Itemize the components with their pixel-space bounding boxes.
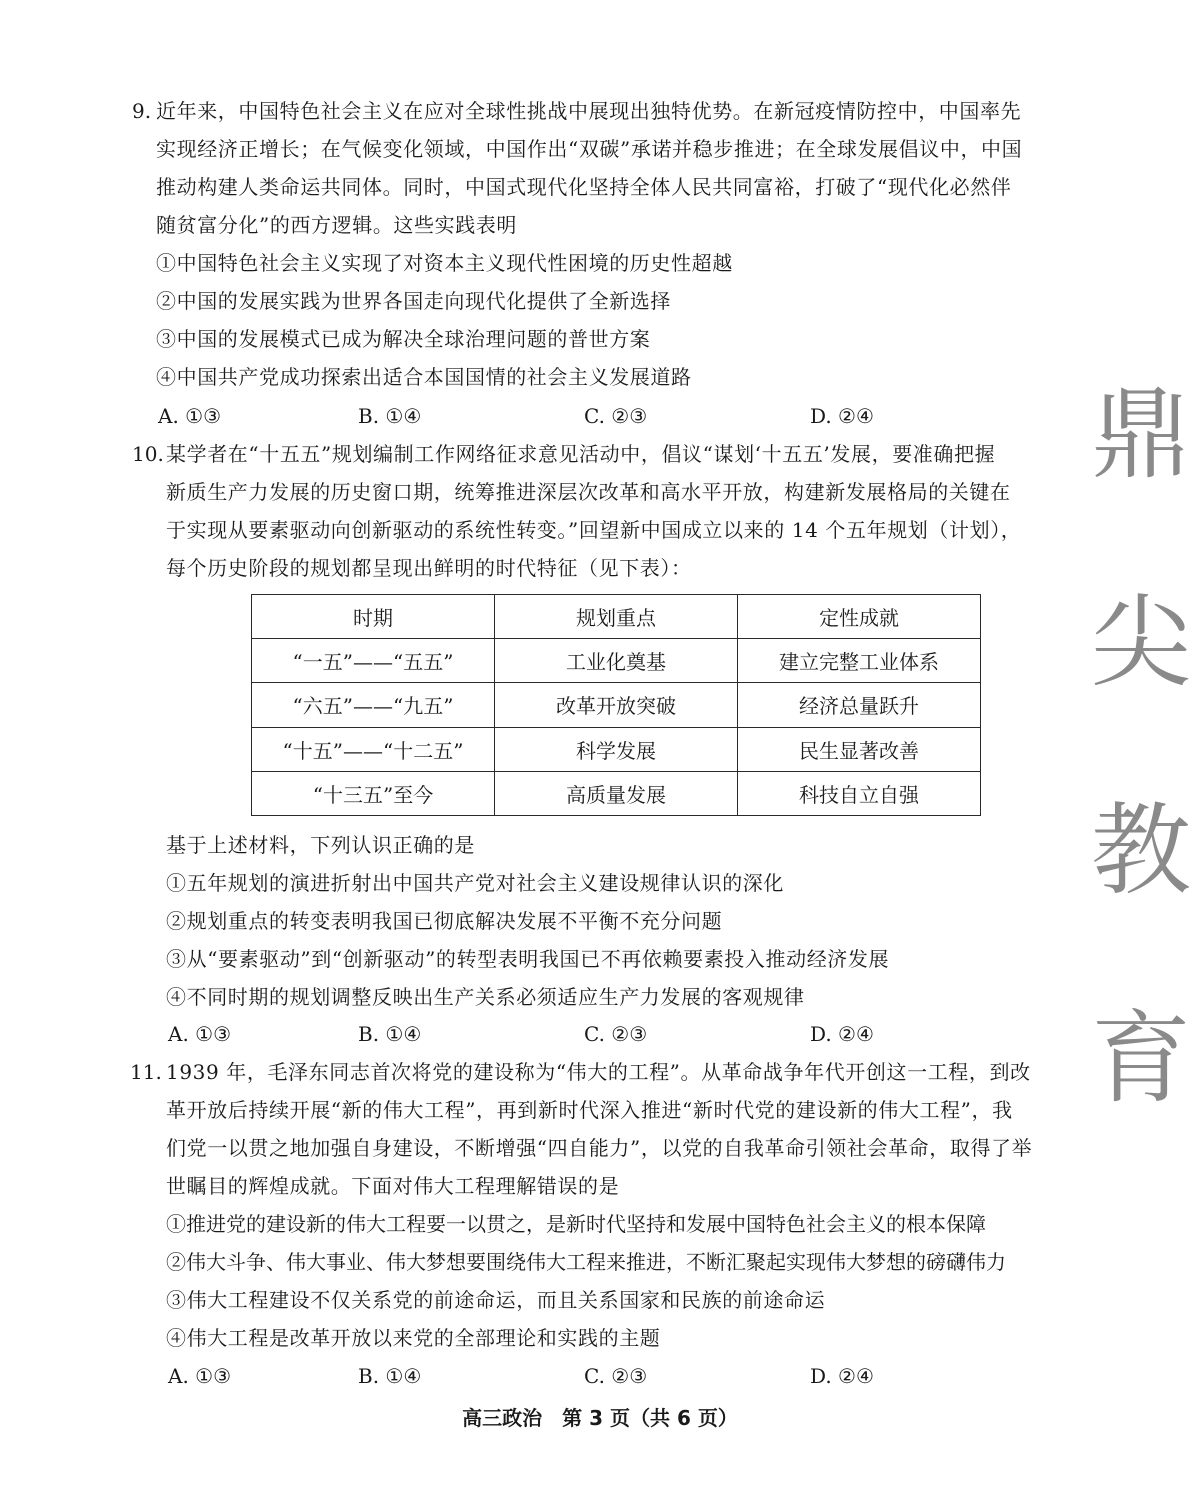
table-cell: 经济总量跃升 bbox=[738, 683, 981, 727]
statement-item: ③从“要素驱动”到“创新驱动”的转型表明我国已不再依赖要素投入推动经济发展 bbox=[166, 947, 890, 971]
question-number: 9. bbox=[132, 99, 152, 123]
stem-line: 某学者在“十五五”规划编制工作网络征求意见活动中，倡议“谋划‘十五五’发展，要准确把握 bbox=[166, 442, 996, 466]
stem-line: 革开放后持续开展“新的伟大工程”，再到新时代深入推进“新时代党的建设新的伟大工程”，我 bbox=[166, 1098, 1013, 1122]
stem-line: 推动构建人类命运共同体。同时，中国式现代化坚持全体人民共同富裕，打破了“现代化必然伴 bbox=[156, 175, 1012, 199]
stem-line: 世瞩目的辉煌成就。下面对伟大工程理解错误的是 bbox=[166, 1174, 620, 1198]
table-cell: 高质量发展 bbox=[495, 771, 738, 815]
statement-item: ④伟大工程是改革开放以来党的全部理论和实践的主题 bbox=[166, 1326, 661, 1350]
option-b: B. ①④ bbox=[358, 1022, 422, 1046]
table-cell: 科学发展 bbox=[495, 727, 738, 771]
statement-item: ①五年规划的演进折射出中国共产党对社会主义建设规律认识的深化 bbox=[166, 871, 784, 895]
table-cell: 建立完整工业体系 bbox=[738, 639, 981, 683]
option-c: C. ②③ bbox=[584, 1364, 648, 1388]
table-row bbox=[252, 727, 981, 771]
statement-item: ①推进党的建设新的伟大工程要一以贯之，是新时代坚持和发展中国特色社会主义的根本保障 bbox=[166, 1212, 986, 1236]
stem-line: 新质生产力发展的历史窗口期，统筹推进深层次改革和高水平开放，构建新发展格局的关键在 bbox=[166, 480, 1011, 504]
option-a: A. ①③ bbox=[168, 1364, 232, 1388]
question-prompt: 基于上述材料，下列认识正确的是 bbox=[166, 833, 475, 857]
table-header: 时期 bbox=[252, 595, 495, 639]
question-number: 11. bbox=[130, 1060, 162, 1084]
option-c: C. ②③ bbox=[584, 404, 648, 428]
watermark-char: 尖 bbox=[1091, 584, 1191, 701]
statement-item: ③中国的发展模式已成为解决全球治理问题的普世方案 bbox=[156, 327, 651, 351]
watermark-char: 教 bbox=[1091, 792, 1191, 909]
stem-line: 实现经济正增长；在气候变化领域，中国作出“双碳”承诺并稳步推进；在全球发展倡议中，中国 bbox=[156, 137, 1023, 161]
table-cell: 改革开放突破 bbox=[495, 683, 738, 727]
statement-item: ①中国特色社会主义实现了对资本主义现代性困境的历史性超越 bbox=[156, 251, 733, 275]
table-header: 规划重点 bbox=[495, 595, 738, 639]
table-cell: “十五”——“十二五” bbox=[252, 727, 495, 771]
table-cell: “六五”——“九五” bbox=[252, 683, 495, 727]
table-cell: 工业化奠基 bbox=[495, 639, 738, 683]
table-cell: “十三五”至今 bbox=[252, 771, 495, 815]
five-year-plan-table bbox=[251, 594, 981, 816]
option-b: B. ①④ bbox=[358, 1364, 422, 1388]
option-b: B. ①④ bbox=[358, 404, 422, 428]
option-a: A. ①③ bbox=[168, 1022, 232, 1046]
watermark-char: 鼎 bbox=[1091, 376, 1191, 493]
option-a: A. ①③ bbox=[158, 404, 222, 428]
statement-item: ④中国共产党成功探索出适合本国国情的社会主义发展道路 bbox=[156, 365, 692, 389]
stem-line: 随贫富分化”的西方逻辑。这些实践表明 bbox=[156, 213, 518, 237]
option-c: C. ②③ bbox=[584, 1022, 648, 1046]
page-footer: 高三政治 第 3 页（共 6 页） bbox=[462, 1406, 738, 1430]
option-d: D. ②④ bbox=[810, 1364, 874, 1388]
statement-item: ④不同时期的规划调整反映出生产关系必须适应生产力发展的客观规律 bbox=[166, 985, 805, 1009]
statement-item: ③伟大工程建设不仅关系党的前途命运，而且关系国家和民族的前途命运 bbox=[166, 1288, 826, 1312]
option-d: D. ②④ bbox=[810, 404, 874, 428]
statement-item: ②规划重点的转变表明我国已彻底解决发展不平衡不充分问题 bbox=[166, 909, 723, 933]
watermark bbox=[1082, 376, 1200, 1217]
table-cell: “一五”——“五五” bbox=[252, 639, 495, 683]
table-row bbox=[252, 771, 981, 815]
table-header: 定性成就 bbox=[738, 595, 981, 639]
stem-line: 每个历史阶段的规划都呈现出鲜明的时代特征（见下表）： bbox=[166, 556, 692, 580]
table-row bbox=[252, 639, 981, 683]
question-number: 10. bbox=[132, 442, 164, 466]
statement-item: ②中国的发展实践为世界各国走向现代化提供了全新选择 bbox=[156, 289, 671, 313]
stem-line: 们党一以贯之地加强自身建设，不断增强“四自能力”，以党的自我革命引领社会革命，取得了举 bbox=[166, 1136, 1033, 1160]
option-d: D. ②④ bbox=[810, 1022, 874, 1046]
statement-item: ②伟大斗争、伟大事业、伟大梦想要围绕伟大工程来推进，不断汇聚起实现伟大梦想的磅礴伟力 bbox=[166, 1250, 1006, 1274]
stem-line: 1939 年，毛泽东同志首次将党的建设称为“伟大的工程”。从革命战争年代开创这一工程，到改 bbox=[166, 1060, 1031, 1084]
stem-line: 于实现从要素驱动向创新驱动的系统性转变。”回望新中国成立以来的 14 个五年规划（计划）， bbox=[166, 518, 1022, 542]
table-header-row bbox=[252, 595, 981, 639]
table-cell: 科技自立自强 bbox=[738, 771, 981, 815]
table-row bbox=[252, 683, 981, 727]
table-cell: 民生显著改善 bbox=[738, 727, 981, 771]
watermark-char: 育 bbox=[1091, 1000, 1191, 1117]
stem-line: 近年来，中国特色社会主义在应对全球性挑战中展现出独特优势。在新冠疫情防控中，中国率先 bbox=[156, 99, 1022, 123]
